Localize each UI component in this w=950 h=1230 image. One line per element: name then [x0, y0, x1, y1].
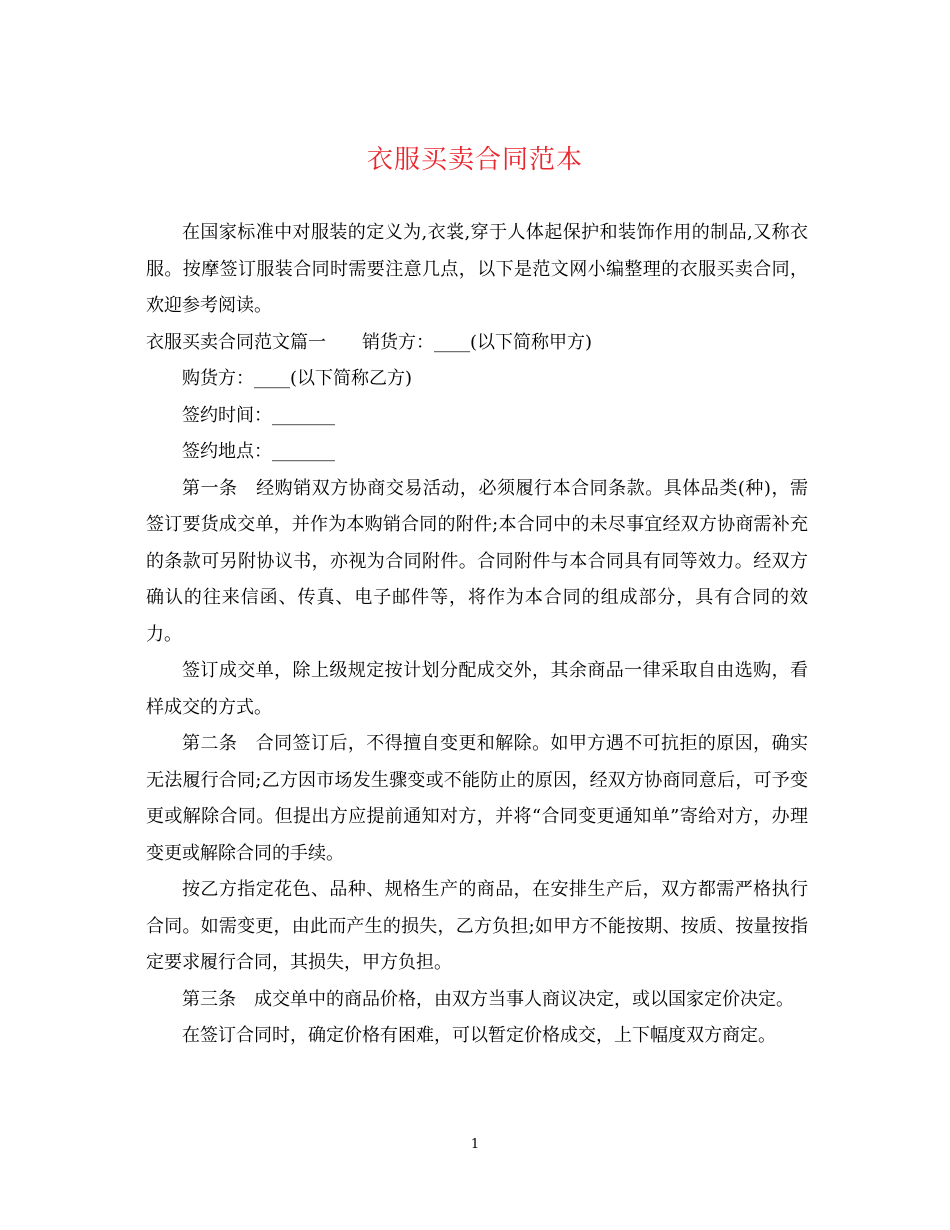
article-3-text: 成交单中的商品价格，由双方当事人商议决定，或以国家定价决定。 [254, 988, 794, 1010]
article-1-paragraph [146, 471, 808, 654]
document-title: 衣服买卖合同范本 [366, 145, 583, 175]
article-1-text: 经购销双方协商交易活动，必须履行本合同条款。具体品类(种)，需签订要货成交单，并作为本购销合同的附件;本合同中的未尽事宜经双方协商需补充的条款可另附协议书，亦视为合同附件。合同附件与本合同具有同等效力。经双方确认的往来信函、传真、电子邮件等，将作为本合同的组成部分，具有合同的效力。 [146, 477, 809, 645]
seller-line: 销货方：____(以下简称甲方) [362, 331, 593, 353]
spec-paragraph: 按乙方指定花色、品种、规格生产的商品，在安排生产后，双方都需严格执行合同。如需变更，由此而产生的损失，乙方负担;如甲方不能按期、按质、按量按指定要求履行合同，其损失，甲方负担。 [146, 879, 808, 973]
buyer-line: 购货方：____(以下简称乙方) [182, 368, 413, 389]
article-3-paragraph [146, 982, 808, 1019]
price-paragraph: 在签订合同时，确定价格有困难，可以暂定价格成交，上下幅度双方商定。 [182, 1025, 776, 1046]
article-2-text: 合同签订后，不得擅自变更和解除。如甲方遇不可抗拒的原因，确实无法履行合同;乙方因市场发生骤变或不能防止的原因，经双方协商同意后，可予变更或解除合同。但提出方应提前通知对方，并将“合同变更通知单”寄给对方，办理变更或解除合同的手续。 [146, 733, 809, 864]
sign-place-line: 签约地点：_______ [182, 441, 335, 462]
article-2-label: 第二条 [182, 733, 238, 754]
sign-time-line: 签约时间：_______ [182, 404, 335, 426]
document-body [146, 215, 808, 1055]
section-heading-line [146, 325, 808, 362]
section-heading: 衣服买卖合同范文篇一 [146, 331, 326, 353]
article-3-label: 第三条 [182, 988, 236, 1010]
article-1-label: 第一条 [182, 477, 238, 499]
page-number: 1 [470, 1137, 480, 1152]
article-2-paragraph [146, 726, 808, 872]
order-paragraph: 签订成交单，除上级规定按计划分配成交外，其余商品一律采取自由选购，看样成交的方式。 [146, 660, 808, 718]
intro-paragraph: 在国家标准中对服装的定义为,衣裳,穿于人体起保护和装饰作用的制品,又称衣服。按摩签订服装合同时需要注意几点，以下是范文网小编整理的衣服买卖合同，欢迎参考阅读。 [146, 222, 808, 316]
